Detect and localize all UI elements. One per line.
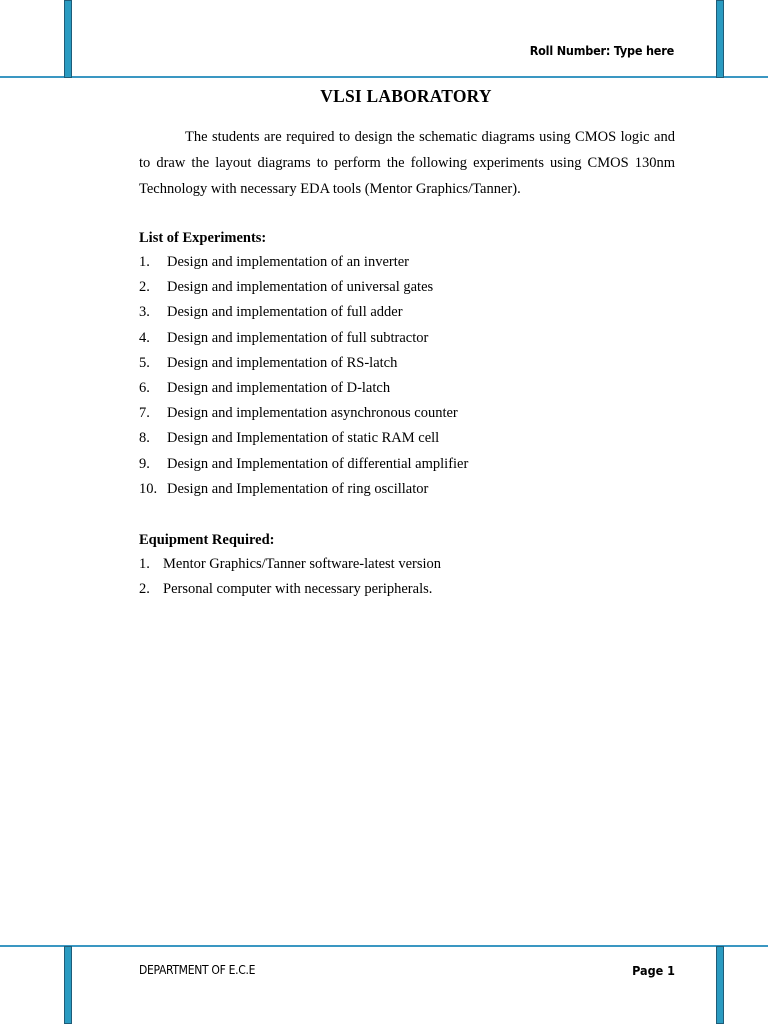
equipment-heading: Equipment Required: [139, 532, 275, 548]
list-item [139, 577, 441, 602]
item-text: Design and implementation asynchronous counter [167, 405, 458, 422]
list-item [139, 250, 468, 275]
footer-left-bar [64, 946, 72, 1024]
item-text: Design and implementation of full adder [167, 304, 403, 321]
item-number: 5. [139, 354, 150, 371]
list-item [139, 376, 468, 401]
item-text: Design and implementation of full subtractor [167, 329, 429, 346]
item-text: Design and Implementation of static RAM cell [167, 430, 440, 447]
item-text: Design and implementation of an inverter [167, 254, 409, 270]
footer-department: DEPARTMENT OF E.C.E [139, 963, 256, 977]
intro-paragraph [139, 124, 675, 202]
item-text: Personal computer with necessary peripherals. [163, 581, 433, 598]
item-number: 7. [139, 405, 150, 422]
list-item [139, 351, 468, 376]
roll-number[interactable]: Roll Number: Type here [529, 43, 674, 58]
header-rule [0, 76, 768, 78]
intro-text: The students are required to design the schematic diagrams using CMOS logic and to draw the layout diagrams to perform the following experiments using CMOS 130nm Technology with necessary EDA tools (Mentor Graphics/Tanner). [139, 129, 675, 197]
experiments-list [139, 250, 468, 502]
list-item [139, 275, 468, 300]
item-number: 4. [139, 329, 150, 346]
item-text: Mentor Graphics/Tanner software-latest version [163, 556, 442, 572]
item-text: Design and implementation of universal gates [167, 279, 434, 296]
header-left-bar [64, 0, 72, 78]
page-number: Page 1 [632, 963, 675, 978]
item-number: 9. [139, 455, 150, 472]
item-text: Design and Implementation of ring oscillator [167, 480, 429, 497]
list-item [139, 552, 441, 577]
list-item [139, 401, 468, 426]
header-right-bar [716, 0, 724, 78]
item-number: 8. [139, 430, 150, 447]
list-item [139, 326, 468, 351]
item-number: 6. [139, 379, 150, 396]
list-item [139, 300, 468, 325]
equipment-list [139, 552, 441, 602]
item-number: 10. [139, 480, 158, 497]
item-number: 3. [139, 304, 150, 321]
item-text: Design and implementation of D-latch [167, 379, 391, 396]
item-number: 1. [139, 556, 150, 572]
footer-right-bar [716, 946, 724, 1024]
list-item [139, 452, 468, 477]
item-text: Design and Implementation of differential amplifier [167, 455, 469, 472]
list-item [139, 477, 468, 502]
footer-rule [0, 945, 768, 947]
page-title: VLSI LABORATORY [320, 86, 492, 106]
item-number: 2. [139, 581, 150, 598]
experiments-heading: List of Experiments: [139, 230, 267, 246]
item-text: Design and implementation of RS-latch [167, 354, 398, 371]
list-item [139, 426, 468, 451]
item-number: 2. [139, 279, 150, 296]
item-number: 1. [139, 254, 150, 270]
